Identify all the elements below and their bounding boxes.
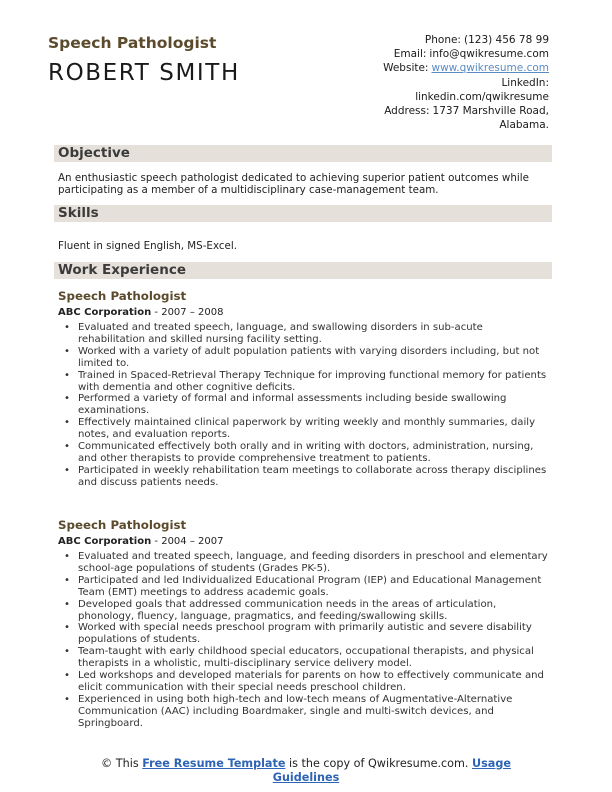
section-skills-title: Skills [58, 205, 99, 221]
usage-link-part1[interactable]: Usage [472, 757, 511, 770]
address-line1: 1737 Marshville Road, [432, 105, 549, 118]
list-item: • Worked with special needs preschool program with primarily autistic and severe disability populations of students. [64, 622, 532, 646]
copyright-footer [0, 757, 612, 785]
contact-email [319, 47, 549, 61]
section-objective-title: Objective [58, 145, 130, 161]
list-item: • Experienced in using both high-tech and low-tech means of Augmentative-Alternative Communication (AAC) including Boardmaker, single and multi-switch devices, and Springboard. [64, 693, 513, 729]
free-resume-template-link[interactable]: Free Resume Template [142, 757, 286, 770]
list-item: • Participated and led Individualized Educational Program (IEP) and Educational Management Team (EMT) meetings to address academic goals. [64, 574, 542, 598]
list-item: • Worked with a variety of adult population patients with varying disorders including, but not limited to. [64, 345, 540, 369]
phone-label: Phone: [424, 34, 461, 46]
skills-text: Fluent in signed English, MS-Excel. [58, 240, 237, 252]
section-objective [54, 145, 552, 162]
job-2-title: Speech Pathologist [58, 518, 187, 532]
list-item: • Developed goals that addressed communication needs in the areas of articulation, phonology, fluency, language, pragmatics, and feeding/swallowing skills. [64, 598, 497, 622]
section-skills [54, 205, 552, 222]
list-item: • Evaluated and treated speech, language, and swallowing disorders in sub-acute rehabilitation and skilled nursing facility setting. [64, 322, 483, 345]
contact-website [319, 61, 549, 75]
contact-block [319, 33, 549, 132]
address-label: Address: [384, 105, 430, 118]
job-1-bullets [58, 322, 552, 489]
job-1-dates: - 2007 – 2008 [151, 307, 224, 318]
list-item: • Team-taught with early childhood special educators, occupational therapists, and physical therapists in a wholistic, multi-disciplinary service delivery model. [64, 646, 534, 670]
contact-phone [319, 33, 549, 47]
linkedin-value[interactable]: linkedin.com/qwikresume [415, 90, 549, 103]
linkedin-label: LinkedIn: [501, 76, 549, 89]
job-2-bullets [58, 551, 552, 730]
job-2-dates: - 2004 – 2007 [151, 536, 224, 547]
list-item: • Effectively maintained clinical paperwork by writing weekly and monthly summaries, daily notes, and evaluation reports. [64, 417, 536, 441]
header-job-title: Speech Pathologist [48, 34, 217, 52]
job-2-company-line [58, 536, 223, 547]
website-label: Website: [383, 62, 429, 75]
address-line2: Alabama. [499, 119, 549, 132]
job-2-company: ABC Corporation [58, 536, 152, 547]
footer-middle: is the copy of Qwikresume.com. [285, 757, 473, 770]
list-item: • Communicated effectively both orally and in writing with doctors, administration, nursing, and other therapists to provide comprehensive treatment to patients. [64, 441, 534, 464]
job-1-title: Speech Pathologist [58, 289, 187, 303]
objective-text: An enthusiastic speech pathologist dedicated to achieving superior patient outcomes while participating as a member of a multidisciplinary case-management team. [58, 172, 529, 197]
list-item: • Participated in weekly rehabilitation team meetings to collaborate across therapy disciplines and discuss patients needs. [64, 464, 547, 488]
list-item: • Performed a variety of formal and informal assessments including beside swallowing examinations. [64, 393, 507, 417]
job-1-company-line [58, 307, 223, 318]
usage-link-part2[interactable]: Guidelines [272, 771, 340, 784]
candidate-name: ROBERT SMITH [48, 60, 240, 86]
website-link[interactable]: www.qwikresume.com [431, 62, 549, 75]
job-1-company: ABC Corporation [58, 307, 152, 318]
section-work-experience [54, 262, 552, 279]
footer-prefix: © This [101, 757, 143, 770]
list-item: • Led workshops and developed materials for parents on how to effectively communicate and elicit communication with their special needs preschool children. [64, 670, 544, 693]
list-item: • Trained in Spaced-Retrieval Therapy Technique for improving functional memory for patients with dementia and other cognitive deficits. [64, 369, 547, 393]
email-value[interactable]: info@qwikresume.com [429, 48, 549, 61]
section-work-experience-title: Work Experience [58, 262, 186, 278]
list-item: • Evaluated and treated speech, language, and feeding disorders in preschool and elementary school-age populations of students (Grades PK-5). [64, 551, 548, 574]
email-label: Email: [393, 48, 427, 61]
contact-address [319, 104, 549, 118]
phone-value: (123) 456 78 99 [463, 34, 549, 46]
